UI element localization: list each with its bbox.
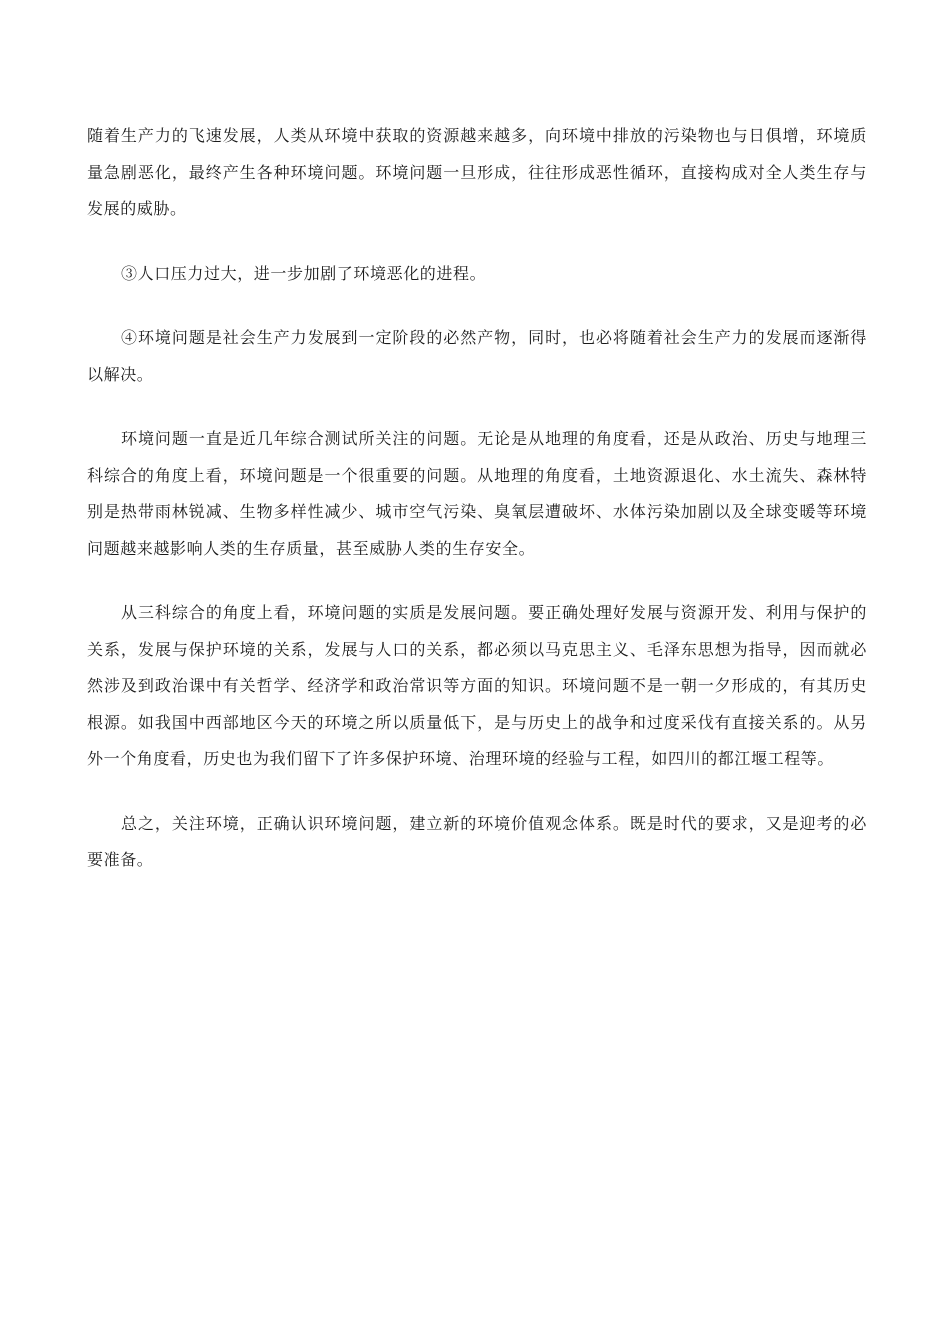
paragraph-4: 环境问题一直是近几年综合测试所关注的问题。无论是从地理的角度看，还是从政治、历史与地理三科综合的角度上看，环境问题是一个很重要的问题。从地理的角度看，土地资源退化、水土流失、森林特别是热带雨林锐减、生物多样性减少、城市空气污染、臭氧层遭破坏、水体污染加剧以及全球变暖等环境问题越来越影响人类的生存质量，甚至威胁人类的生存安全。 xyxy=(87,429,867,558)
paragraph-5: 从三科综合的角度上看，环境问题的实质是发展问题。要正确处理好发展与资源开发、利用与保护的关系，发展与保护环境的关系，发展与人口的关系，都必须以马克思主义、毛泽东思想为指导，因而就必然涉及到政治课中有关哲学、经济学和政治常识等方面的知识。环境问题不是一朝一夕形成的，有其历史根源。如我国中西部地区今天的环境之所以质量低下，是与历史上的战争和过度采伐有直接关系的。从另外一个角度看，历史也为我们留下了许多保护环境、治理环境的经验与工程，如四川的都江堰工程等。 xyxy=(87,603,867,768)
document-body xyxy=(87,118,867,907)
paragraph-2: ③人口压力过大，进一步加剧了环境恶化的进程。 xyxy=(121,263,487,283)
paragraph-1: 随着生产力的飞速发展，人类从环境中获取的资源越来越多，向环境中排放的污染物也与日俱增，环境质量急剧恶化，最终产生各种环境问题。环境问题一旦形成，往往形成恶性循环，直接构成对全人类生存与发展的威胁。 xyxy=(87,126,867,218)
paragraph-6: 总之，关注环境，正确认识环境问题，建立新的环境价值观念体系。既是时代的要求，又是迎考的必要准备。 xyxy=(87,813,867,869)
paragraph-3: ④环境问题是社会生产力发展到一定阶段的必然产物，同时，也必将随着社会生产力的发展而逐渐得以解决。 xyxy=(87,328,867,384)
